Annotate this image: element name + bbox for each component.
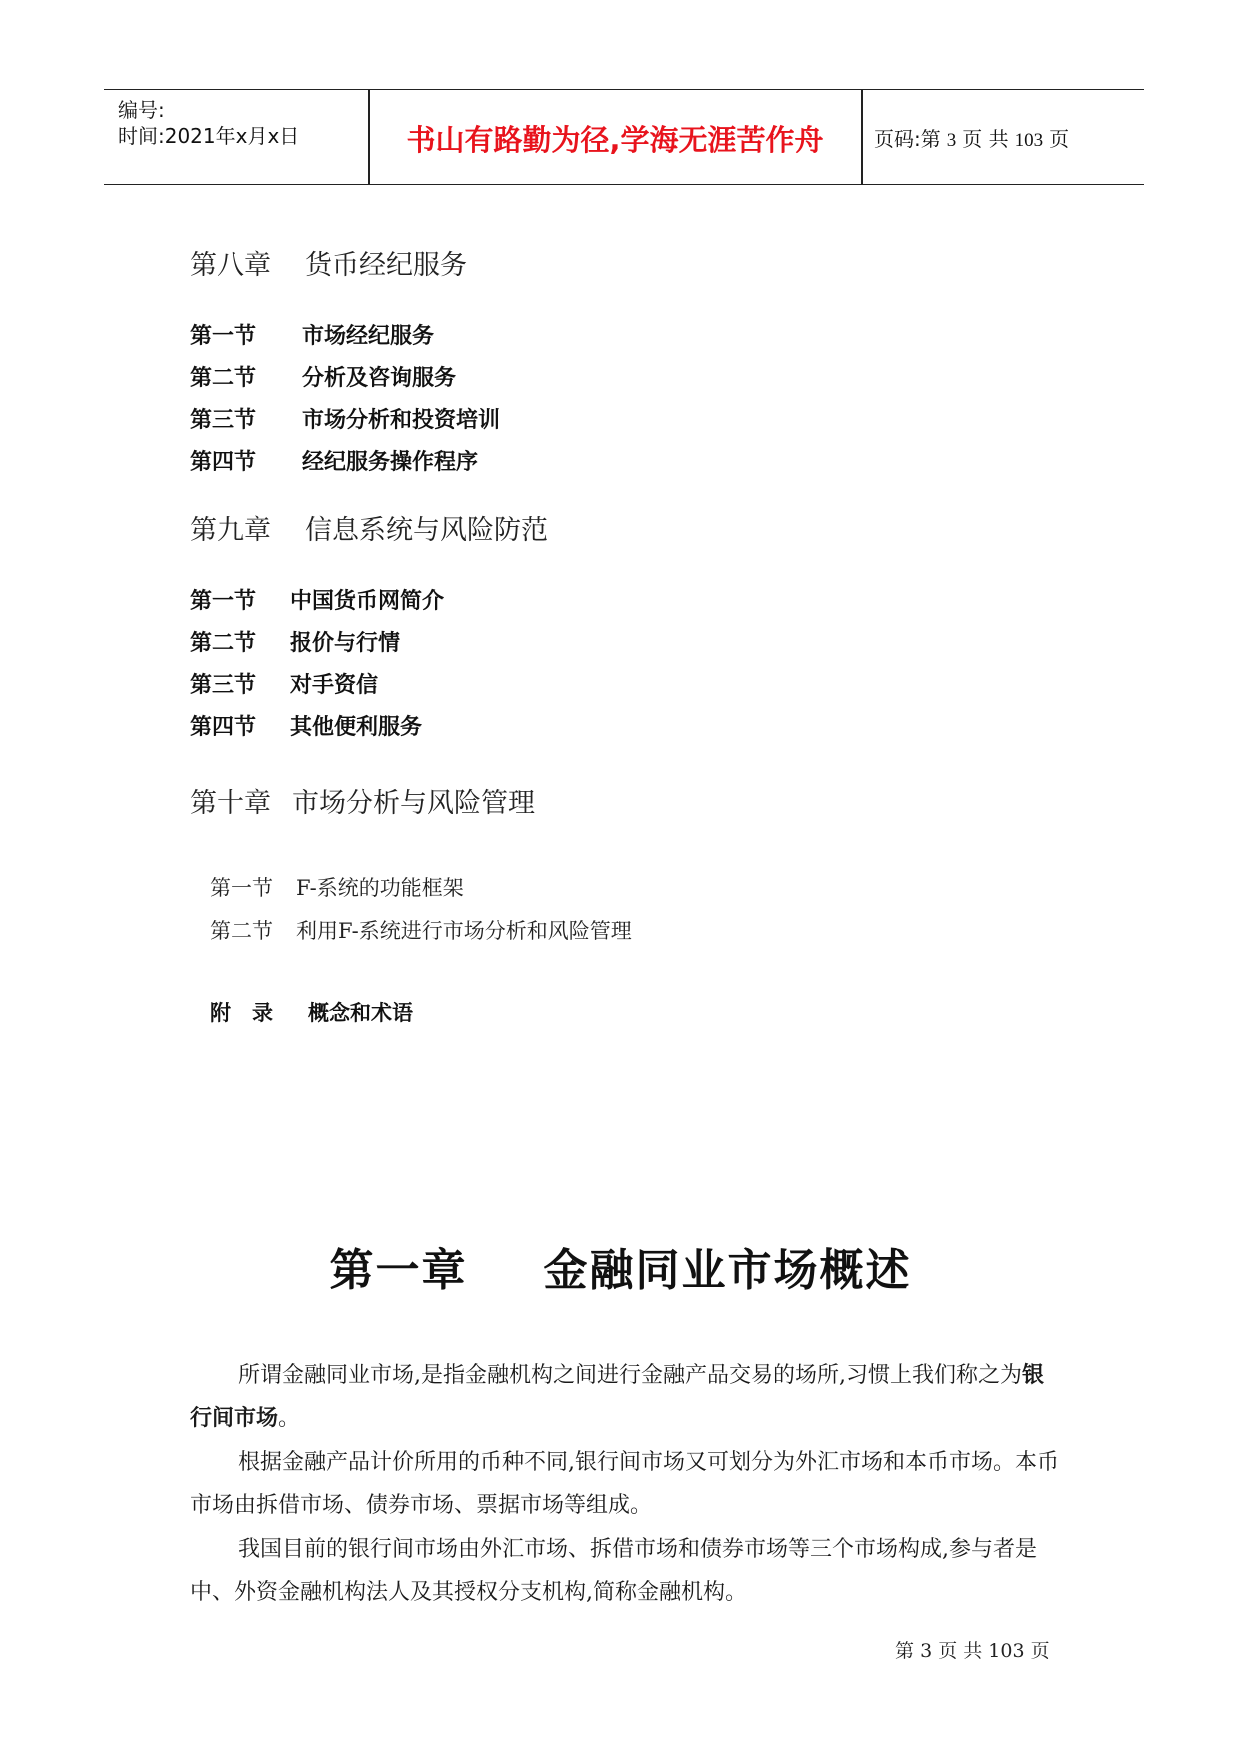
chapter-heading-label: 第一章: [329, 1245, 468, 1296]
toc-section-title: 中国货币网简介: [290, 589, 445, 614]
toc-section-title: 其他便利服务: [290, 715, 423, 740]
toc-section-label: 第一节: [190, 589, 257, 614]
footer-page-total: 103: [988, 1640, 1025, 1662]
toc-section: [210, 872, 464, 902]
chapter-heading-title: 金融同业市场概述: [543, 1245, 912, 1296]
toc-section: [190, 668, 378, 699]
chapter-heading: [0, 1234, 1241, 1298]
page-total: 103: [1014, 130, 1044, 151]
paragraph-text: 。: [278, 1406, 301, 1431]
toc-section: [190, 626, 400, 657]
toc-section: [190, 445, 478, 476]
toc-section-title: 市场经纪服务: [302, 324, 435, 349]
body-paragraph: [190, 1441, 1060, 1527]
header-divider: [861, 90, 863, 184]
page-current: 3: [946, 130, 957, 151]
toc-section: [190, 319, 434, 350]
toc-chapter-label: 第八章: [190, 250, 271, 281]
toc-section: [210, 915, 632, 945]
body-paragraph: [190, 1354, 1060, 1440]
toc-section-label: 第四节: [190, 715, 257, 740]
page-suffix: 页: [1049, 127, 1070, 151]
page-mid: 页 共: [962, 127, 1009, 151]
toc-section-title: F-系统的功能框架: [296, 876, 464, 900]
toc-section-title: 经纪服务操作程序: [302, 450, 479, 475]
toc-section-label: 第一节: [210, 876, 273, 900]
toc-section: [190, 710, 422, 741]
body-paragraph: [190, 1528, 1060, 1614]
toc-section-title: 对手资信: [290, 673, 379, 698]
toc-section: [190, 584, 444, 615]
toc-appendix-label: 附 录: [210, 1001, 273, 1025]
toc-chapter-title: 信息系统与风险防范: [305, 515, 548, 546]
paragraph-emphasis: 银行间市场: [190, 1363, 1045, 1431]
toc-section-label: 第一节: [190, 324, 257, 349]
footer-suffix: 页: [1030, 1640, 1050, 1662]
toc-section-title: 报价与行情: [290, 631, 401, 656]
document-number-label: 编号:: [118, 98, 165, 122]
toc-chapter-8: [190, 243, 467, 282]
toc-section: [190, 361, 456, 392]
page-prefix: 页码:第: [874, 127, 941, 151]
toc-section: [190, 403, 500, 434]
paragraph-text: 根据金融产品计价所用的币种不同,银行间市场又可划分为外汇市场和本币市场。本币市场由拆借市场、债券市场、票据市场等组成。: [190, 1450, 1059, 1518]
toc-chapter-label: 第十章: [190, 788, 271, 819]
toc-section-title: 分析及咨询服务: [302, 366, 457, 391]
toc-section-label: 第二节: [210, 919, 273, 943]
toc-section-label: 第三节: [190, 673, 257, 698]
footer-mid: 页 共: [938, 1640, 983, 1662]
toc-appendix-title: 概念和术语: [308, 1001, 413, 1025]
footer-page-current: 3: [920, 1640, 933, 1662]
document-time-label: 时间:2021年x月x日: [118, 124, 300, 148]
toc-section-label: 第二节: [190, 366, 257, 391]
toc-section-label: 第三节: [190, 408, 257, 433]
toc-section-label: 第二节: [190, 631, 257, 656]
footer-prefix: 第: [895, 1640, 915, 1662]
toc-chapter-label: 第九章: [190, 515, 271, 546]
toc-chapter-10: [190, 781, 535, 820]
toc-section-title: 利用F-系统进行市场分析和风险管理: [296, 919, 632, 943]
toc-chapter-title: 市场分析与风险管理: [292, 788, 535, 819]
header-page-indicator: [874, 123, 1069, 152]
header-motto: 书山有路勤为径,学海无涯苦作舟: [406, 123, 824, 157]
toc-section-title: 市场分析和投资培训: [302, 408, 501, 433]
paragraph-text: 我国目前的银行间市场由外汇市场、拆借市场和债券市场等三个市场构成,参与者是中、外资金融机构法人及其授权分支机构,简称金融机构。: [190, 1537, 1037, 1605]
page-header: [104, 89, 1144, 185]
page-footer: [895, 1636, 1050, 1663]
toc-chapter-9: [190, 508, 548, 547]
toc-appendix: [210, 997, 413, 1027]
paragraph-text: 所谓金融同业市场,是指金融机构之间进行金融产品交易的场所,习惯上我们称之为: [238, 1363, 1022, 1388]
toc-section-label: 第四节: [190, 450, 257, 475]
toc-chapter-title: 货币经纪服务: [305, 250, 467, 281]
